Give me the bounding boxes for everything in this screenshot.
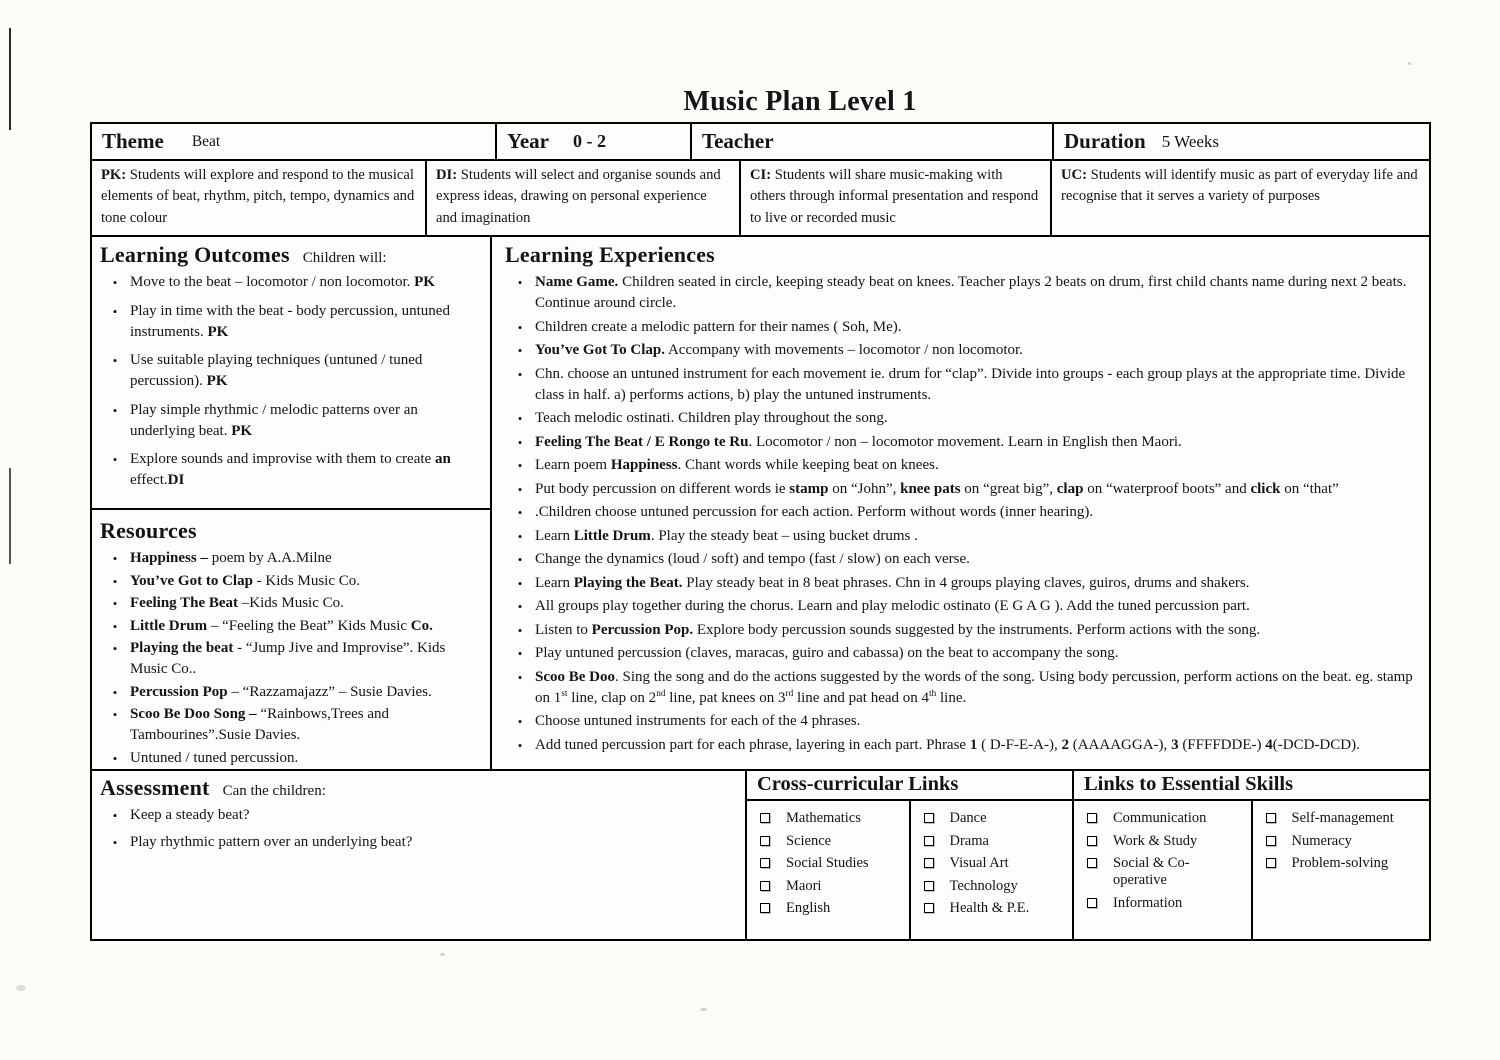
bullet-icon: • [112, 684, 118, 700]
learning-experiences-header [505, 242, 1415, 268]
bullet-text: Change the dynamics (loud / soft) and tempo (fast / slow) on each verse. [535, 551, 970, 568]
year-label: Year [507, 129, 549, 153]
bullet-item [100, 301, 484, 343]
checklist-item [1085, 895, 1247, 912]
checkbox-icon[interactable] [924, 881, 934, 891]
theme-value: Beat [191, 132, 221, 150]
bullet-text: Happiness – poem by A.A.Milne [130, 550, 332, 567]
bullet-item [100, 548, 484, 569]
bullet-item [100, 832, 737, 853]
bullet-item [100, 682, 484, 703]
assessment-list [100, 805, 737, 853]
bottom-row [92, 771, 1429, 939]
checklist-label: Technology [949, 877, 1018, 894]
checklist-item [1264, 833, 1426, 850]
learning-experiences-title: Learning Experiences [505, 242, 715, 268]
bullet-text: Name Game. Children seated in circle, keeping steady beat on knees. Teacher plays 2 beats on drum, first child chants name during next 2 beats. Continue around circle. [535, 274, 1407, 312]
bullet-icon: • [517, 505, 523, 521]
checklist-item [1264, 810, 1426, 827]
bullet-item [100, 616, 484, 637]
bullet-icon: • [112, 452, 118, 468]
bullet-text: Untuned / tuned percussion. [130, 749, 299, 766]
checkbox-icon[interactable] [924, 836, 934, 846]
checklist-item [1085, 833, 1247, 850]
bullet-icon: • [112, 596, 118, 612]
bullet-icon: • [517, 669, 523, 685]
year-value: 0 - 2 [572, 131, 606, 151]
bullet-icon: • [517, 646, 523, 662]
strand-ci-code: CI: [750, 167, 772, 183]
bullet-icon: • [112, 353, 118, 369]
checklist-label: Mathematics [786, 810, 861, 827]
bullet-text: Playing the beat - “Jump Jive and Improvise”. Kids Music Co.. [130, 640, 446, 678]
bullet-item [100, 704, 484, 746]
checkbox-icon[interactable] [924, 903, 934, 913]
bullet-text: Chn. choose an untuned instrument for each movement ie. drum for “clap”. Divide into groups - each group plays at the appropriate time. Divide class in half. a) performs actions, b) play the untuned instruments. [535, 365, 1406, 403]
bullet-text: All groups play together during the chorus. Learn and play melodic ostinato (E G A G ). Add the tuned percussion part. [535, 598, 1250, 615]
checkbox-icon[interactable] [760, 813, 770, 823]
checklist-label: Communication [1113, 810, 1207, 827]
scan-artifact [700, 1008, 707, 1011]
learning-experiences-section [492, 237, 1429, 769]
strand-uc-text: Students will identify music as part of everyday life and recognise that it serves a variety of purposes [1061, 167, 1418, 205]
bullet-icon: • [112, 707, 118, 723]
checkbox-icon[interactable] [760, 836, 770, 846]
left-column [92, 237, 492, 769]
bullet-icon: • [517, 714, 523, 730]
checklist-item [1264, 855, 1426, 872]
scan-artifact [16, 985, 26, 991]
checklist-label: Social & Co-operative [1113, 855, 1190, 889]
strand-uc-cell [1052, 161, 1429, 235]
checkbox-icon[interactable] [1087, 858, 1097, 868]
bullet-item [505, 573, 1415, 594]
bullet-text: Use suitable playing techniques (untuned / tuned percussion). PK [130, 352, 423, 390]
strand-di-cell [427, 161, 741, 235]
essential-skills-columns [1074, 801, 1429, 939]
bullet-text: Learn Little Drum. Play the steady beat – using bucket drums . [535, 527, 918, 544]
bullet-text: Play in time with the beat - body percussion, untuned instruments. PK [130, 302, 450, 340]
bullet-item [100, 805, 737, 826]
bullet-text: You’ve Got To Clap. Accompany with movements – locomotor / non locomotor. [535, 342, 1023, 359]
bullet-text: .Children choose untuned percussion for each action. Perform without words (inner hearing). [535, 504, 1094, 521]
checklist-label: English [786, 900, 831, 917]
bullet-text: Play untuned percussion (claves, maracas, guiro and cabassa) on the beat to accompany the song. [535, 645, 1119, 662]
bullet-icon: • [517, 737, 523, 753]
checklist-label: Self-management [1291, 810, 1394, 827]
checklist-label: Visual Art [949, 855, 1009, 872]
bullet-icon: • [517, 552, 523, 568]
cross-curricular-title: Cross-curricular Links [757, 773, 959, 796]
bullet-item [505, 502, 1415, 523]
bullet-icon: • [517, 434, 523, 450]
strand-uc-code: UC: [1061, 167, 1087, 183]
checklist-item [922, 900, 1069, 917]
bullet-icon: • [112, 641, 118, 657]
essential-skills-header [1074, 771, 1429, 801]
checkbox-icon[interactable] [760, 903, 770, 913]
bullet-text: Scoo Be Doo. Sing the song and do the actions suggested by the words of the song. Using body percussion, perform actions on the beat. eg. stamp on 1st line, clap on 2nd line, pat knees on 3rd line and pat head on 4th line. [535, 668, 1413, 706]
checkbox-icon[interactable] [1087, 836, 1097, 846]
resources-title: Resources [100, 518, 197, 544]
plan-table [90, 122, 1431, 941]
bullet-text: Add tuned percussion part for each phrase, layering in each part. Phrase 1 ( D-F-E-A-), 2 (AAAAGGA-), 3 (FFFFDDE-) 4(-DCD-DCD). [535, 736, 1360, 753]
bullet-icon: • [112, 618, 118, 634]
learning-outcomes-header [100, 242, 484, 268]
checkbox-icon[interactable] [1266, 813, 1276, 823]
strand-pk-code: PK: [101, 167, 127, 183]
essential-skills-col2 [1253, 801, 1430, 939]
checkbox-icon[interactable] [1087, 898, 1097, 908]
bullet-text: Scoo Be Doo Song – “Rainbows,Trees and Tambourines”.Susie Davies. [130, 706, 390, 744]
checklist-item [1085, 810, 1247, 827]
checklist-label: Problem-solving [1291, 855, 1389, 872]
bullet-icon: • [517, 411, 523, 427]
bullet-text: Learn Playing the Beat. Play steady beat in 8 beat phrases. Chn in 4 groups playing claves, guiros, drums and shakers. [535, 574, 1250, 591]
document-title: Music Plan Level 1 [683, 86, 917, 117]
theme-label: Theme [102, 129, 164, 153]
assessment-header [100, 775, 737, 801]
strand-pk-cell [92, 161, 427, 235]
checkbox-icon[interactable] [1266, 858, 1276, 868]
checklist-label: Drama [949, 832, 989, 849]
checklist-item [758, 855, 905, 872]
bullet-item [505, 643, 1415, 664]
checklist-item [922, 833, 1069, 850]
essential-skills-section [1074, 771, 1429, 939]
resources-section [92, 510, 490, 769]
bullet-icon: • [517, 599, 523, 615]
bullet-text: You’ve Got to Clap - Kids Music Co. [130, 572, 361, 589]
bullet-item [505, 667, 1415, 709]
checklist-item [758, 833, 905, 850]
cross-curricular-header [747, 771, 1072, 801]
bullet-item [100, 272, 484, 293]
essential-skills-title: Links to Essential Skills [1084, 773, 1294, 796]
checklist-item [758, 878, 905, 895]
assessment-title: Assessment [100, 775, 210, 801]
year-cell [497, 124, 692, 159]
bullet-text: Feeling The Beat –Kids Music Co. [130, 595, 344, 612]
theme-cell [92, 124, 497, 159]
bullet-item [505, 364, 1415, 406]
header-row [92, 124, 1429, 161]
bullet-icon: • [517, 366, 523, 382]
scan-artifact [9, 468, 11, 564]
scan-artifact [440, 953, 445, 956]
strands-row [92, 161, 1429, 237]
main-row [92, 237, 1429, 771]
checklist-item [1085, 855, 1247, 889]
bullet-icon: • [517, 343, 523, 359]
bullet-item [100, 400, 484, 442]
assessment-section [92, 771, 747, 939]
checklist-label: Dance [949, 810, 987, 827]
bullet-text: Put body percussion on different words ie stamp on “John”, knee pats on “great big”, clap on “waterproof boots” and click on “that” [535, 480, 1339, 497]
bullet-item [505, 735, 1415, 756]
duration-label: Duration [1064, 129, 1146, 153]
bullet-text: Children create a melodic pattern for their names ( Soh, Me). [535, 318, 902, 335]
checklist-label: Science [786, 832, 832, 849]
checklist-label: Maori [786, 877, 822, 894]
checkbox-icon[interactable] [924, 858, 934, 868]
bullet-text: Little Drum – “Feeling the Beat” Kids Music Co. [130, 617, 433, 634]
bullet-item [100, 571, 484, 592]
checklist-label: Social Studies [786, 855, 869, 872]
bullet-item [100, 350, 484, 392]
bullet-icon: • [112, 750, 118, 766]
checklist-item [922, 855, 1069, 872]
strand-ci-text: Students will share music-making with others through informal presentation and respond to live or recorded music [750, 167, 1039, 226]
duration-cell [1054, 124, 1429, 159]
bullet-icon: • [112, 573, 118, 589]
teacher-cell [692, 124, 1054, 159]
bullet-item [505, 455, 1415, 476]
strand-ci-cell [741, 161, 1052, 235]
bullet-icon: • [112, 275, 118, 291]
checkbox-icon[interactable] [1087, 813, 1097, 823]
bullet-icon: • [517, 481, 523, 497]
bullet-item [100, 593, 484, 614]
checkbox-icon[interactable] [760, 858, 770, 868]
cross-curricular-section [747, 771, 1074, 939]
bullet-item [100, 449, 484, 491]
bullet-item [100, 748, 484, 769]
bullet-text: Feeling The Beat / E Rongo te Ru. Locomotor / non – locomotor movement. Learn in English then Maori. [535, 433, 1182, 450]
scan-artifact [9, 28, 11, 130]
bullet-item [100, 638, 484, 680]
checkbox-icon[interactable] [1266, 836, 1276, 846]
bullet-item [505, 479, 1415, 500]
bullet-icon: • [517, 319, 523, 335]
resources-header [100, 518, 484, 544]
bullet-item [505, 549, 1415, 570]
bullet-icon: • [517, 622, 523, 638]
bullet-text: Choose untuned instruments for each of the 4 phrases. [535, 713, 861, 730]
strand-di-code: DI: [436, 167, 458, 183]
learning-experiences-list [505, 272, 1415, 756]
duration-value: 5 Weeks [1161, 131, 1220, 151]
bullet-icon: • [112, 808, 118, 824]
checklist-label: Work & Study [1113, 832, 1198, 849]
cross-curricular-col1 [747, 801, 911, 939]
bullet-item [505, 272, 1415, 314]
checklist-label: Information [1113, 894, 1183, 911]
bullet-item [505, 711, 1415, 732]
bullet-item [505, 596, 1415, 617]
learning-outcomes-title: Learning Outcomes [100, 242, 290, 268]
checklist-label: Numeracy [1291, 832, 1352, 849]
bullet-item [505, 408, 1415, 429]
bullet-text: Learn poem Happiness. Chant words while keeping beat on knees. [535, 457, 939, 474]
bullet-text: Percussion Pop – “Razzamajazz” – Susie Davies. [130, 683, 432, 700]
bullet-icon: • [112, 303, 118, 319]
bullet-icon: • [112, 835, 118, 851]
bullet-item [505, 526, 1415, 547]
bullet-icon: • [517, 275, 523, 291]
bullet-text: Listen to Percussion Pop. Explore body percussion sounds suggested by the instruments. Perform actions with the song. [535, 621, 1261, 638]
cross-curricular-columns [747, 801, 1072, 939]
bullet-text: Move to the beat – locomotor / non locomotor. PK [130, 274, 435, 291]
bullet-icon: • [112, 551, 118, 567]
assessment-subtitle: Can the children: [222, 783, 326, 800]
learning-outcomes-section [92, 237, 490, 510]
checklist-item [758, 810, 905, 827]
checklist-label: Health & P.E. [949, 900, 1030, 917]
bullet-text: Keep a steady beat? [130, 807, 250, 824]
teacher-label: Teacher [702, 129, 774, 153]
bullet-item [505, 340, 1415, 361]
bullet-icon: • [517, 458, 523, 474]
checklist-item [758, 900, 905, 917]
learning-outcomes-subtitle: Children will: [302, 250, 387, 267]
checkbox-icon[interactable] [760, 881, 770, 891]
bullet-text: Play rhythmic pattern over an underlying beat? [130, 834, 413, 851]
bullet-item [505, 432, 1415, 453]
bullet-text: Play simple rhythmic / melodic patterns over an underlying beat. PK [130, 401, 418, 439]
bullet-item [505, 620, 1415, 641]
bullet-icon: • [517, 575, 523, 591]
checklist-item [922, 878, 1069, 895]
bullet-text: Explore sounds and improvise with them to create an effect.DI [130, 451, 451, 489]
checklist-item [922, 810, 1069, 827]
bullet-icon: • [517, 528, 523, 544]
scan-artifact [1408, 62, 1411, 65]
strand-di-text: Students will select and organise sounds and express ideas, drawing on personal experience and imagination [436, 167, 721, 226]
bullet-icon: • [112, 402, 118, 418]
checkbox-icon[interactable] [924, 813, 934, 823]
learning-outcomes-list [100, 272, 484, 491]
bullet-text: Teach melodic ostinati. Children play throughout the song. [535, 410, 888, 427]
cross-curricular-col2 [911, 801, 1073, 939]
strand-pk-text: Students will explore and respond to the musical elements of beat, rhythm, pitch, tempo, dynamics and tone colour [101, 167, 415, 226]
bullet-item [505, 317, 1415, 338]
essential-skills-col1 [1074, 801, 1253, 939]
resources-list [100, 548, 484, 769]
